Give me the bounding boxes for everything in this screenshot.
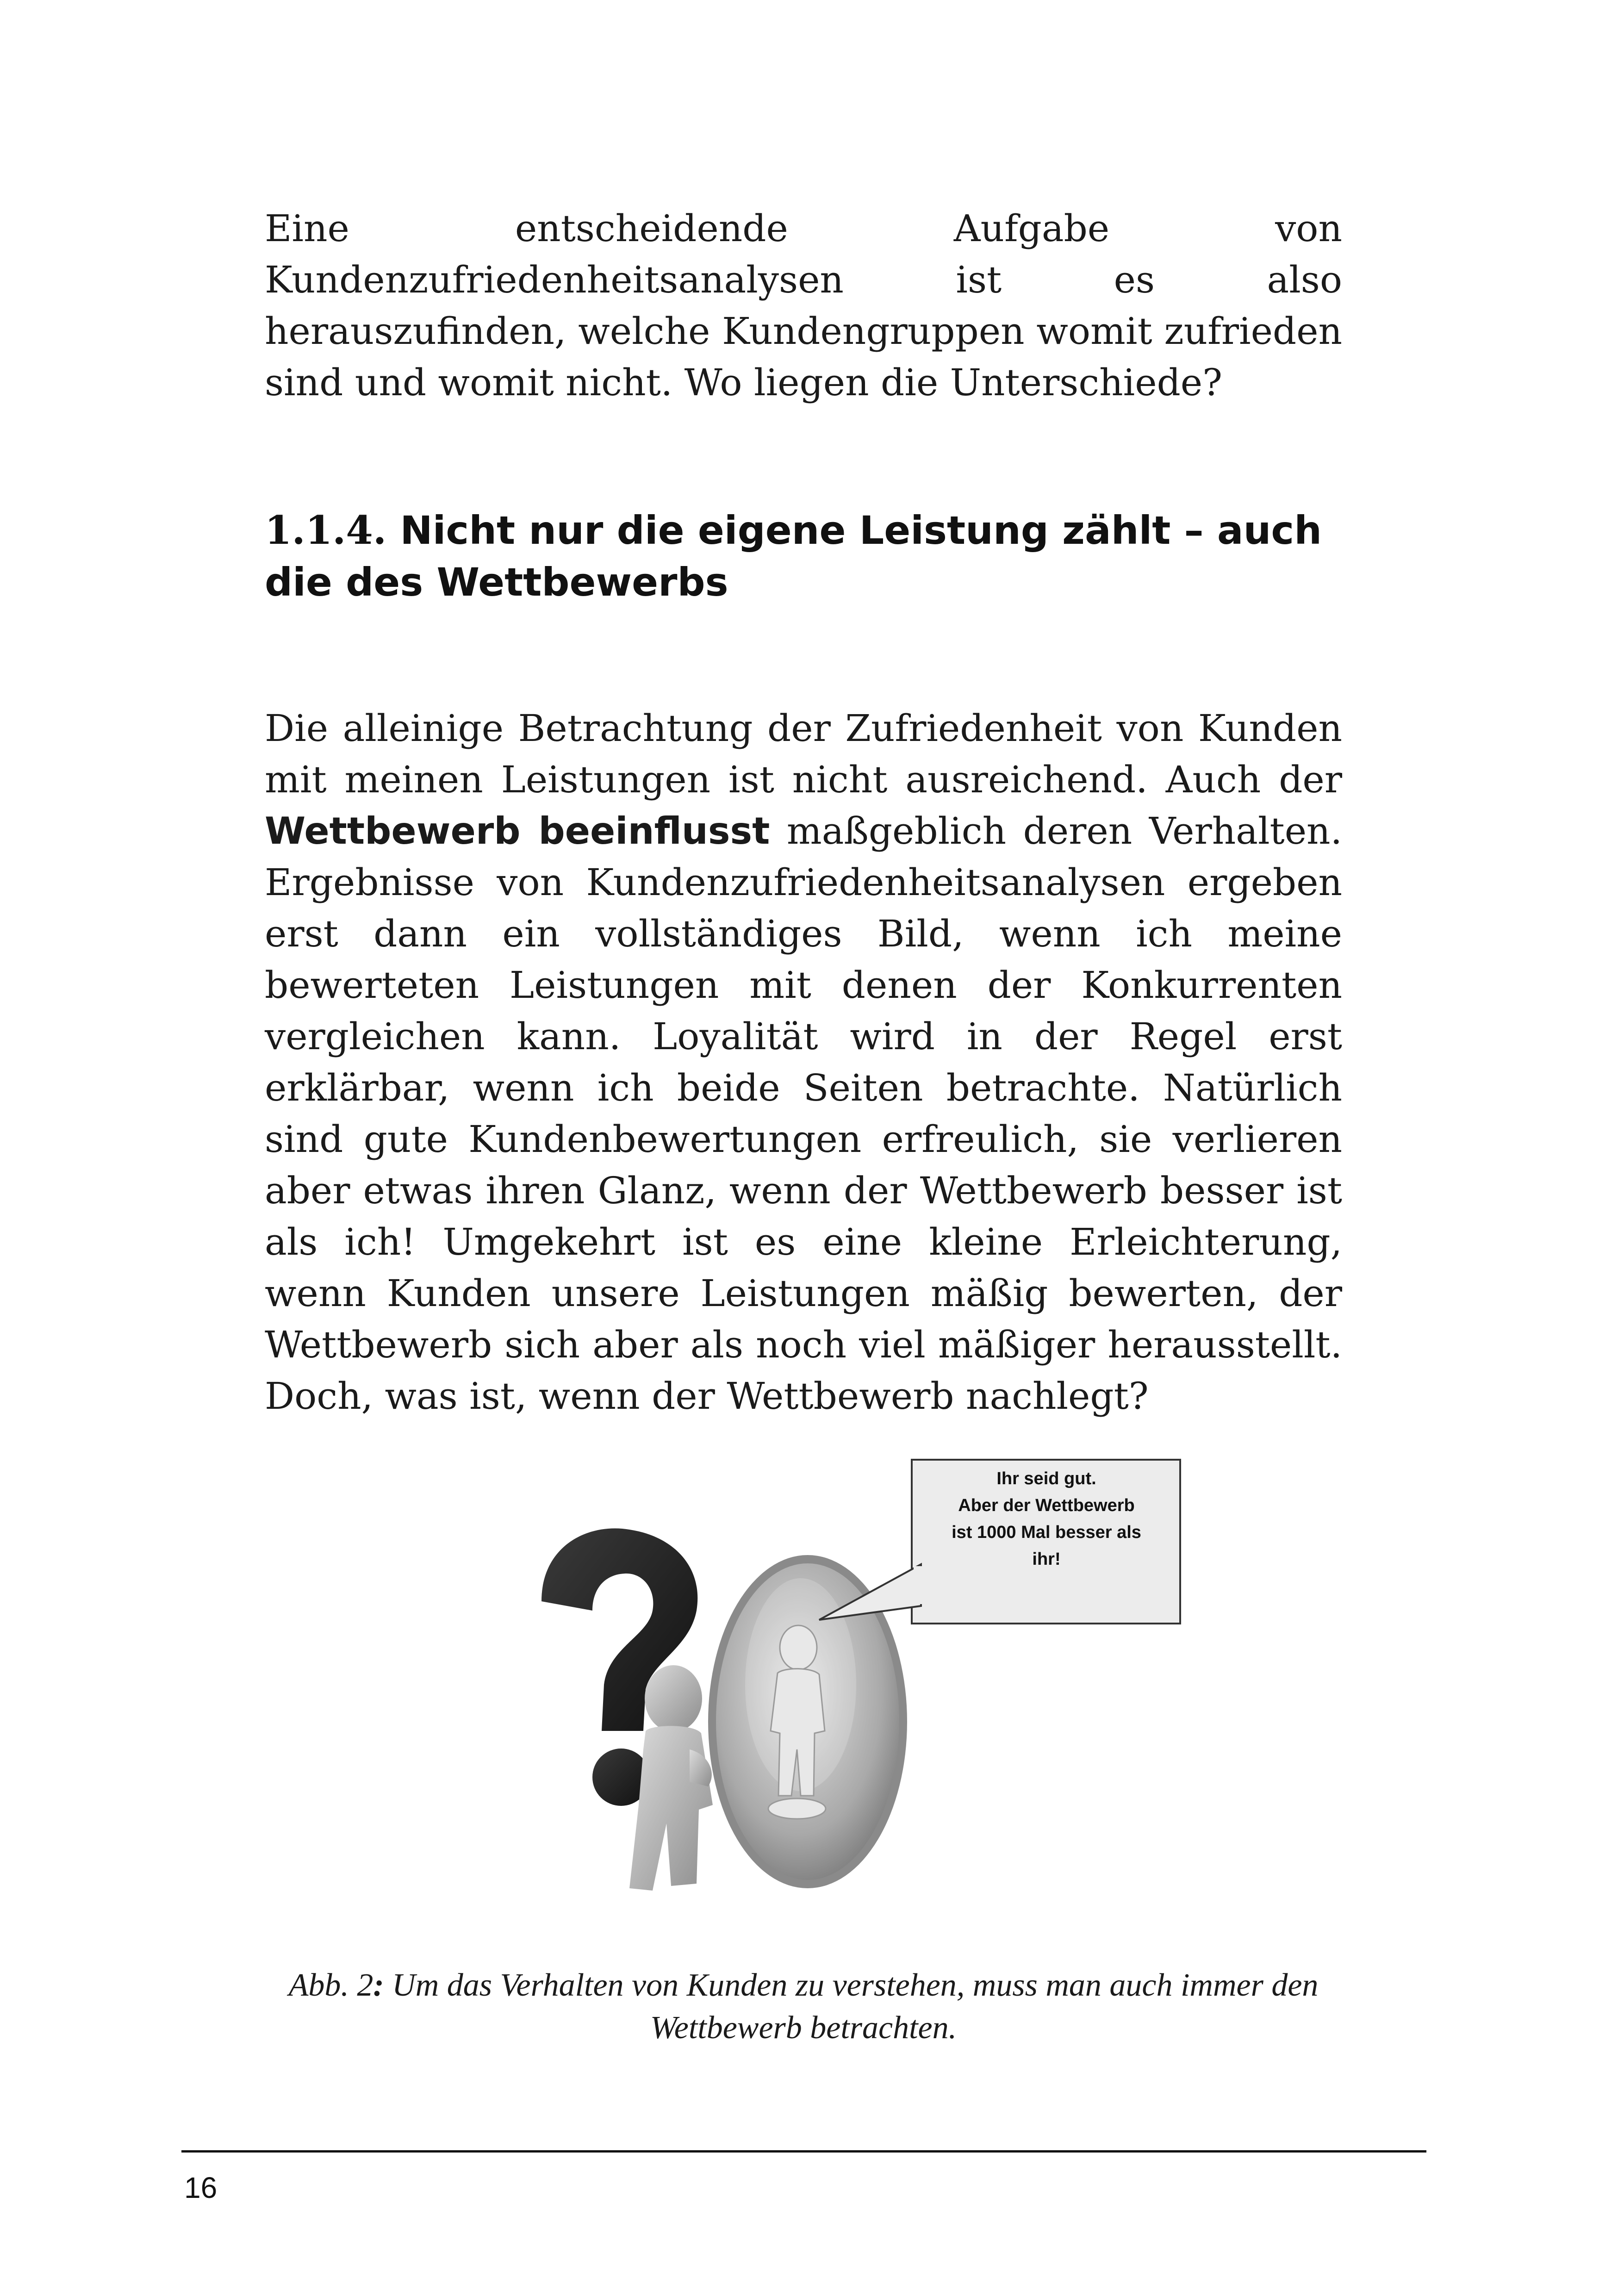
caption-separator: : xyxy=(373,1967,384,2003)
body-text-bold: Wettbewerb beeinflusst xyxy=(265,809,770,852)
footer-divider xyxy=(181,2150,1426,2153)
caption-text: Um das Verhalten von Kunden zu verstehen, muss man auch immer den Wettbewerb betrachten. xyxy=(384,1967,1319,2046)
bubble-line-1: Ihr seid gut. xyxy=(996,1469,1096,1488)
body-text-part-1: Die alleinige Betrachtung der Zufriedenheit von Kunden mit meinen Leistungen ist nicht ausreichend. Auch der xyxy=(265,707,1342,801)
figure-caption xyxy=(265,1964,1342,2049)
section-title: Nicht nur die eigene Leistung zählt – auch die des Wettbewerbs xyxy=(265,508,1322,605)
bubble-line-4: ihr! xyxy=(1032,1549,1061,1569)
bubble-line-3: ist 1000 Mal besser als xyxy=(952,1523,1141,1542)
speech-bubble-text xyxy=(924,1465,1169,1573)
body-paragraph xyxy=(265,703,1342,1422)
body-text-part-2: maßgeblich deren Verhalten. Ergebnisse von Kundenzufriedenheitsanalysen ergeben erst dann ein vollständiges Bild, wenn ich meine bewerteten Leistungen mit denen der Konkurrenten vergleichen kann. Loyalität wird in der Regel erst erklärbar, wenn ich beide Seiten betrachte. Natürlich sind gute Kundenbewertungen erfreulich, sie verlieren aber etwas ihren Glanz, wenn der Wettbewerb besser ist als ich! Umgekehrt ist es eine kleine Erleichterung, wenn Kunden unsere Leistungen mäßig bewerten, der Wettbewerb sich aber als noch viel mäßiger herausstellt. Doch, was ist, wenn der Wettbewerb nachlegt? xyxy=(265,809,1342,1418)
intro-paragraph: Eine entscheidende Aufgabe von Kundenzufriedenheitsanalysen ist es also herauszufinden, welche Kundengruppen womit zufrieden sind und womit nicht. Wo liegen die Unterschiede? xyxy=(265,207,1342,404)
caption-label: Abb. 2 xyxy=(288,1967,373,2003)
bubble-line-2: Aber der Wettbewerb xyxy=(958,1496,1135,1515)
section-number: 1.1.4. xyxy=(265,507,387,553)
section-heading xyxy=(265,504,1342,608)
page-number: 16 xyxy=(184,2171,218,2204)
